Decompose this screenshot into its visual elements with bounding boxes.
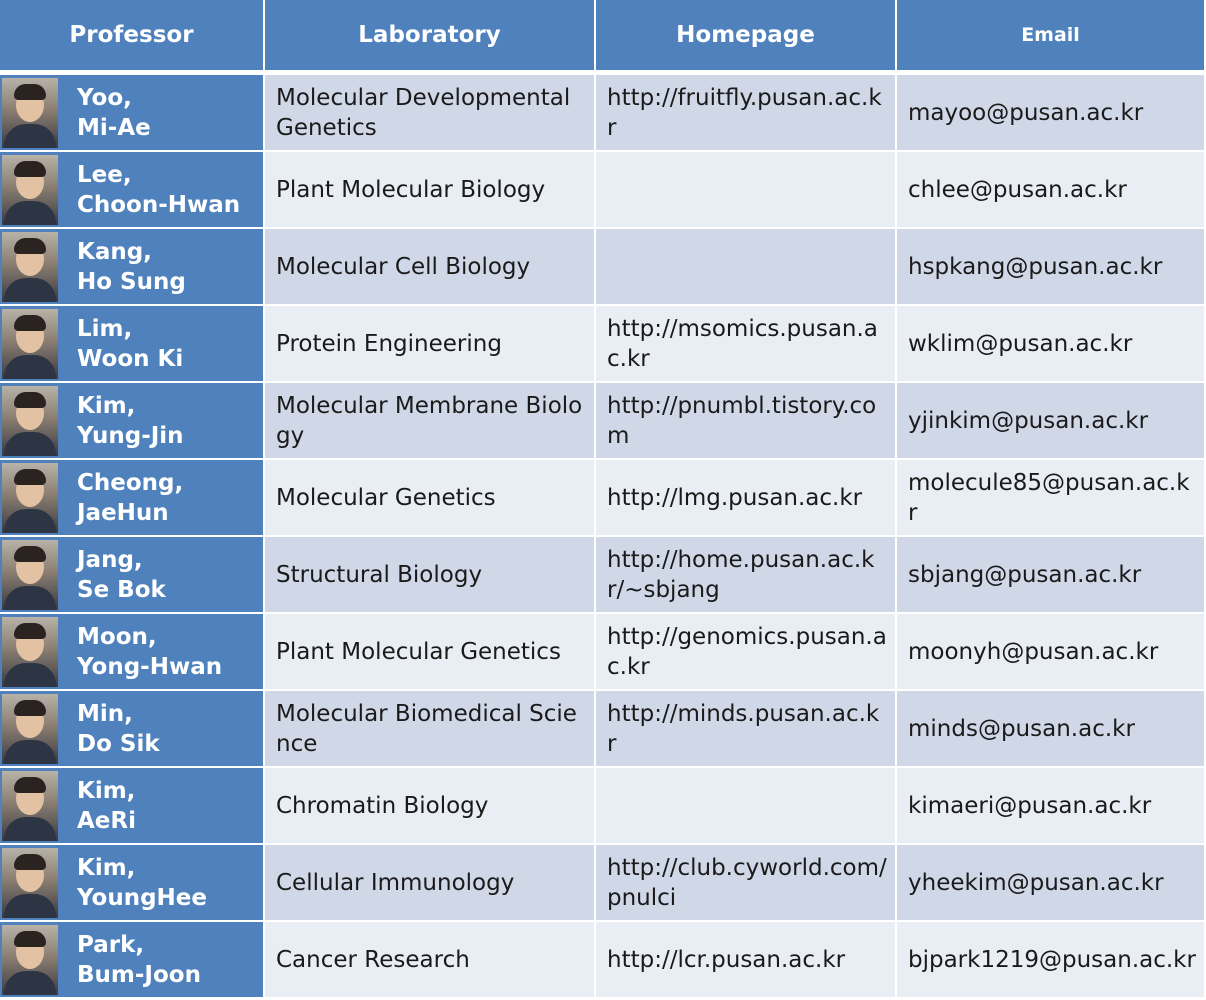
- laboratory-cell: Protein Engineering: [265, 306, 596, 383]
- email-link[interactable]: sbjang@pusan.ac.kr: [897, 537, 1206, 614]
- header-email: Email: [897, 0, 1206, 75]
- laboratory-cell: Cellular Immunology: [265, 845, 596, 922]
- professor-photo: [2, 925, 58, 995]
- professor-photo: [2, 540, 58, 610]
- email-link[interactable]: kimaeri@pusan.ac.kr: [897, 768, 1206, 845]
- table-row: [0, 383, 1206, 460]
- professor-cell: [0, 614, 265, 691]
- homepage-link[interactable]: http://pnumbl.tistory.com: [596, 383, 897, 460]
- header-professor: Professor: [0, 0, 265, 75]
- professor-last-name: Kim,: [77, 393, 136, 419]
- laboratory-cell: Molecular Genetics: [265, 460, 596, 537]
- professor-name: [77, 160, 240, 220]
- professor-name: [77, 930, 201, 990]
- email-link[interactable]: bjpark1219@pusan.ac.kr: [897, 922, 1206, 999]
- professor-first-name: YoungHee: [77, 885, 208, 911]
- professor-photo: [2, 155, 58, 225]
- professor-name: [77, 237, 186, 297]
- professor-last-name: Lee,: [77, 162, 132, 188]
- professor-last-name: Min,: [77, 701, 133, 727]
- homepage-link[interactable]: [596, 152, 897, 229]
- laboratory-cell: Cancer Research: [265, 922, 596, 999]
- laboratory-cell: Plant Molecular Genetics: [265, 614, 596, 691]
- homepage-link[interactable]: http://fruitfly.pusan.ac.kr: [596, 75, 897, 152]
- professor-photo: [2, 309, 58, 379]
- email-link[interactable]: chlee@pusan.ac.kr: [897, 152, 1206, 229]
- professor-name: [77, 853, 207, 913]
- homepage-link[interactable]: [596, 768, 897, 845]
- homepage-link[interactable]: http://lmg.pusan.ac.kr: [596, 460, 897, 537]
- professor-last-name: Lim,: [77, 316, 133, 342]
- laboratory-cell: Molecular Developmental Genetics: [265, 75, 596, 152]
- professor-first-name: Yong-Hwan: [77, 654, 223, 680]
- laboratory-cell: Chromatin Biology: [265, 768, 596, 845]
- professor-photo: [2, 771, 58, 841]
- professor-first-name: Mi-Ae: [77, 115, 151, 141]
- homepage-link[interactable]: http://home.pusan.ac.kr/~sbjang: [596, 537, 897, 614]
- email-link[interactable]: yheekim@pusan.ac.kr: [897, 845, 1206, 922]
- professor-cell: [0, 845, 265, 922]
- header-laboratory: Laboratory: [265, 0, 596, 75]
- professor-first-name: Bum-Joon: [77, 962, 201, 988]
- table-row: [0, 152, 1206, 229]
- table-row: [0, 306, 1206, 383]
- professor-first-name: JaeHun: [77, 500, 169, 526]
- table-row: [0, 537, 1206, 614]
- header-row: [0, 0, 1206, 75]
- table-row: [0, 691, 1206, 768]
- table-row: [0, 922, 1206, 999]
- homepage-link[interactable]: http://minds.pusan.ac.kr: [596, 691, 897, 768]
- table-row: [0, 614, 1206, 691]
- laboratory-cell: Plant Molecular Biology: [265, 152, 596, 229]
- professor-last-name: Kim,: [77, 855, 136, 881]
- table-row: [0, 460, 1206, 537]
- professor-cell: [0, 229, 265, 306]
- professor-photo: [2, 78, 58, 148]
- laboratory-cell: Molecular Cell Biology: [265, 229, 596, 306]
- header-homepage: Homepage: [596, 0, 897, 75]
- professor-photo: [2, 617, 58, 687]
- professor-cell: [0, 152, 265, 229]
- email-link[interactable]: yjinkim@pusan.ac.kr: [897, 383, 1206, 460]
- email-link[interactable]: moonyh@pusan.ac.kr: [897, 614, 1206, 691]
- professor-name: [77, 545, 166, 605]
- laboratory-cell: Molecular Biomedical Science: [265, 691, 596, 768]
- professor-last-name: Moon,: [77, 624, 157, 650]
- professor-name: [77, 83, 151, 143]
- professor-last-name: Jang,: [77, 547, 143, 573]
- professor-cell: [0, 383, 265, 460]
- professor-name: [77, 699, 160, 759]
- professor-first-name: Yung-Jin: [77, 423, 184, 449]
- professor-first-name: Choon-Hwan: [77, 192, 241, 218]
- professor-last-name: Park,: [77, 932, 145, 958]
- homepage-link[interactable]: http://club.cyworld.com/pnulci: [596, 845, 897, 922]
- professor-cell: [0, 768, 265, 845]
- table-row: [0, 845, 1206, 922]
- homepage-link[interactable]: http://lcr.pusan.ac.kr: [596, 922, 897, 999]
- email-link[interactable]: wklim@pusan.ac.kr: [897, 306, 1206, 383]
- email-link[interactable]: mayoo@pusan.ac.kr: [897, 75, 1206, 152]
- professor-photo: [2, 232, 58, 302]
- professor-first-name: Woon Ki: [77, 346, 184, 372]
- professor-last-name: Cheong,: [77, 470, 184, 496]
- email-link[interactable]: minds@pusan.ac.kr: [897, 691, 1206, 768]
- professor-photo: [2, 386, 58, 456]
- professor-first-name: Se Bok: [77, 577, 166, 603]
- professor-first-name: Ho Sung: [77, 269, 186, 295]
- professor-last-name: Yoo,: [77, 85, 132, 111]
- table-row: [0, 229, 1206, 306]
- email-link[interactable]: hspkang@pusan.ac.kr: [897, 229, 1206, 306]
- professor-first-name: AeRi: [77, 808, 136, 834]
- professor-cell: [0, 691, 265, 768]
- professor-cell: [0, 537, 265, 614]
- professor-name: [77, 468, 183, 528]
- professor-cell: [0, 460, 265, 537]
- homepage-link[interactable]: [596, 229, 897, 306]
- table-row: [0, 768, 1206, 845]
- professor-cell: [0, 75, 265, 152]
- professor-first-name: Do Sik: [77, 731, 160, 757]
- professor-name: [77, 622, 222, 682]
- professor-name: [77, 391, 184, 451]
- homepage-link[interactable]: http://msomics.pusan.ac.kr: [596, 306, 897, 383]
- professor-last-name: Kang,: [77, 239, 152, 265]
- laboratory-cell: Structural Biology: [265, 537, 596, 614]
- professor-photo: [2, 848, 58, 918]
- professor-name: [77, 314, 183, 374]
- professor-photo: [2, 463, 58, 533]
- homepage-link[interactable]: http://genomics.pusan.ac.kr: [596, 614, 897, 691]
- professor-cell: [0, 922, 265, 999]
- laboratory-cell: Molecular Membrane Biology: [265, 383, 596, 460]
- email-link[interactable]: molecule85@pusan.ac.kr: [897, 460, 1206, 537]
- professor-name: [77, 776, 136, 836]
- professor-last-name: Kim,: [77, 778, 136, 804]
- professor-cell: [0, 306, 265, 383]
- table-row: [0, 75, 1206, 152]
- professor-photo: [2, 694, 58, 764]
